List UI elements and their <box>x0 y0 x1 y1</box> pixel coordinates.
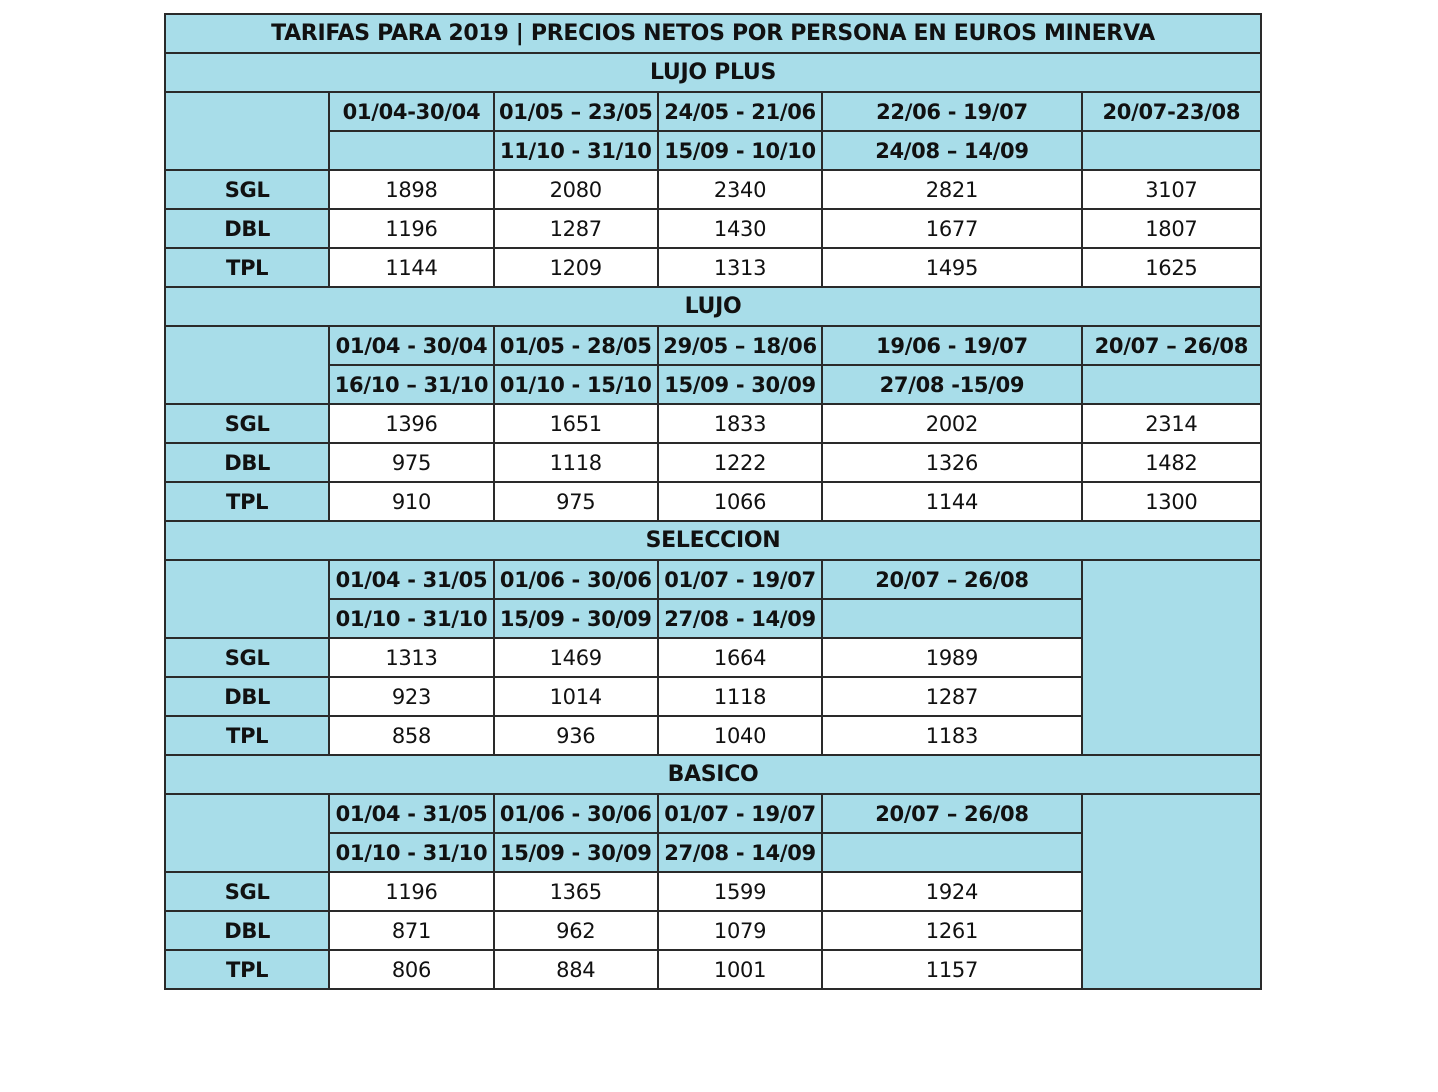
row-label-sgl: SGL <box>165 404 329 443</box>
period-row-1-basico <box>165 794 1261 833</box>
price-cell: 1924 <box>822 872 1081 911</box>
price-cell: 2002 <box>822 404 1081 443</box>
period-header: 16/10 – 31/10 <box>329 365 493 404</box>
row-label-dbl: DBL <box>165 677 329 716</box>
price-cell: 1040 <box>658 716 822 755</box>
price-cell: 1014 <box>494 677 658 716</box>
table-row-tpl <box>165 482 1261 521</box>
price-cell: 3107 <box>1082 170 1261 209</box>
period-header <box>1082 365 1261 404</box>
section-row-basico <box>165 755 1261 794</box>
table-row-tpl <box>165 248 1261 287</box>
row-label-dbl: DBL <box>165 911 329 950</box>
period-header: 01/07 - 19/07 <box>658 794 822 833</box>
period-header: 20/07 – 26/08 <box>822 560 1081 599</box>
price-cell: 1651 <box>494 404 658 443</box>
section-row-lujo <box>165 287 1261 326</box>
period-header: 11/10 - 31/10 <box>494 131 658 170</box>
price-cell: 910 <box>329 482 493 521</box>
price-cell: 1287 <box>822 677 1081 716</box>
period-header: 19/06 - 19/07 <box>822 326 1081 365</box>
row-label-tpl: TPL <box>165 248 329 287</box>
price-cell: 1001 <box>658 950 822 989</box>
period-header: 01/10 - 31/10 <box>329 599 493 638</box>
period-row-1-seleccion <box>165 560 1261 599</box>
price-cell: 1677 <box>822 209 1081 248</box>
price-cell: 1118 <box>658 677 822 716</box>
price-cell: 2340 <box>658 170 822 209</box>
period-header: 01/10 - 15/10 <box>494 365 658 404</box>
price-cell: 1118 <box>494 443 658 482</box>
price-cell: 1898 <box>329 170 493 209</box>
price-cell: 1625 <box>1082 248 1261 287</box>
period-header: 15/09 - 30/09 <box>494 599 658 638</box>
section-title-basico: BASICO <box>165 755 1261 794</box>
price-cell: 1209 <box>494 248 658 287</box>
price-cell: 1261 <box>822 911 1081 950</box>
price-cell: 2314 <box>1082 404 1261 443</box>
price-cell: 1833 <box>658 404 822 443</box>
price-cell: 2080 <box>494 170 658 209</box>
price-cell: 1144 <box>822 482 1081 521</box>
period-row-2-lujo <box>165 365 1261 404</box>
price-cell: 1144 <box>329 248 493 287</box>
period-header: 27/08 -15/09 <box>822 365 1081 404</box>
price-cell: 1157 <box>822 950 1081 989</box>
row-label-sgl: SGL <box>165 170 329 209</box>
empty-corner-cell <box>165 560 329 638</box>
table-row-sgl <box>165 404 1261 443</box>
price-cell: 858 <box>329 716 493 755</box>
period-row-2-lujo-plus <box>165 131 1261 170</box>
price-cell: 1222 <box>658 443 822 482</box>
period-header: 27/08 - 14/09 <box>658 833 822 872</box>
empty-filler-cell <box>1082 794 1261 989</box>
period-header <box>822 833 1081 872</box>
period-header: 01/07 - 19/07 <box>658 560 822 599</box>
period-header: 01/06 - 30/06 <box>494 794 658 833</box>
period-header: 20/07 – 26/08 <box>1082 326 1261 365</box>
price-cell: 1482 <box>1082 443 1261 482</box>
price-cell: 1807 <box>1082 209 1261 248</box>
price-cell: 2821 <box>822 170 1081 209</box>
title-row <box>165 14 1261 53</box>
period-header: 15/09 - 30/09 <box>494 833 658 872</box>
price-cell: 806 <box>329 950 493 989</box>
period-header: 01/04 - 31/05 <box>329 560 493 599</box>
price-cell: 1313 <box>658 248 822 287</box>
table-row-dbl <box>165 209 1261 248</box>
period-header: 15/09 - 30/09 <box>658 365 822 404</box>
price-cell: 962 <box>494 911 658 950</box>
price-cell: 1365 <box>494 872 658 911</box>
price-cell: 1664 <box>658 638 822 677</box>
period-header: 01/05 – 23/05 <box>494 92 658 131</box>
period-header: 29/05 – 18/06 <box>658 326 822 365</box>
row-label-tpl: TPL <box>165 482 329 521</box>
row-label-tpl: TPL <box>165 716 329 755</box>
period-row-1-lujo <box>165 326 1261 365</box>
price-cell: 923 <box>329 677 493 716</box>
price-cell: 1066 <box>658 482 822 521</box>
price-cell: 975 <box>494 482 658 521</box>
price-cell: 1396 <box>329 404 493 443</box>
price-cell: 1183 <box>822 716 1081 755</box>
price-cell: 1989 <box>822 638 1081 677</box>
period-header: 01/05 - 28/05 <box>494 326 658 365</box>
period-header: 22/06 - 19/07 <box>822 92 1081 131</box>
price-cell: 1313 <box>329 638 493 677</box>
price-cell: 884 <box>494 950 658 989</box>
empty-corner-cell <box>165 92 329 170</box>
row-label-dbl: DBL <box>165 443 329 482</box>
row-label-sgl: SGL <box>165 872 329 911</box>
period-header: 01/04 - 31/05 <box>329 794 493 833</box>
period-header <box>1082 131 1261 170</box>
period-header: 15/09 - 10/10 <box>658 131 822 170</box>
period-header: 20/07-23/08 <box>1082 92 1261 131</box>
section-row-lujo-plus <box>165 53 1261 92</box>
section-title-seleccion: SELECCION <box>165 521 1261 560</box>
row-label-tpl: TPL <box>165 950 329 989</box>
period-header: 01/06 - 30/06 <box>494 560 658 599</box>
empty-corner-cell <box>165 326 329 404</box>
price-cell: 1287 <box>494 209 658 248</box>
price-cell: 1300 <box>1082 482 1261 521</box>
period-header: 01/04-30/04 <box>329 92 493 131</box>
price-cell: 975 <box>329 443 493 482</box>
period-header: 24/08 – 14/09 <box>822 131 1081 170</box>
period-header: 01/10 - 31/10 <box>329 833 493 872</box>
row-label-sgl: SGL <box>165 638 329 677</box>
price-cell: 1196 <box>329 872 493 911</box>
price-cell: 936 <box>494 716 658 755</box>
section-title-lujo: LUJO <box>165 287 1261 326</box>
table-title: TARIFAS PARA 2019 | PRECIOS NETOS POR PERSONA EN EUROS MINERVA <box>165 14 1261 53</box>
table-row-dbl <box>165 443 1261 482</box>
period-header <box>822 599 1081 638</box>
price-cell: 1430 <box>658 209 822 248</box>
period-row-1-lujo-plus <box>165 92 1261 131</box>
rates-table <box>164 13 1262 990</box>
price-cell: 1599 <box>658 872 822 911</box>
table-row-sgl <box>165 170 1261 209</box>
price-cell: 1079 <box>658 911 822 950</box>
price-cell: 1469 <box>494 638 658 677</box>
period-header: 20/07 – 26/08 <box>822 794 1081 833</box>
empty-filler-cell <box>1082 560 1261 755</box>
period-header: 24/05 - 21/06 <box>658 92 822 131</box>
price-cell: 1326 <box>822 443 1081 482</box>
period-header: 01/04 - 30/04 <box>329 326 493 365</box>
price-cell: 1196 <box>329 209 493 248</box>
section-row-seleccion <box>165 521 1261 560</box>
price-cell: 871 <box>329 911 493 950</box>
section-title-lujo-plus: LUJO PLUS <box>165 53 1261 92</box>
row-label-dbl: DBL <box>165 209 329 248</box>
period-header: 27/08 - 14/09 <box>658 599 822 638</box>
price-cell: 1495 <box>822 248 1081 287</box>
period-header <box>329 131 493 170</box>
empty-corner-cell <box>165 794 329 872</box>
